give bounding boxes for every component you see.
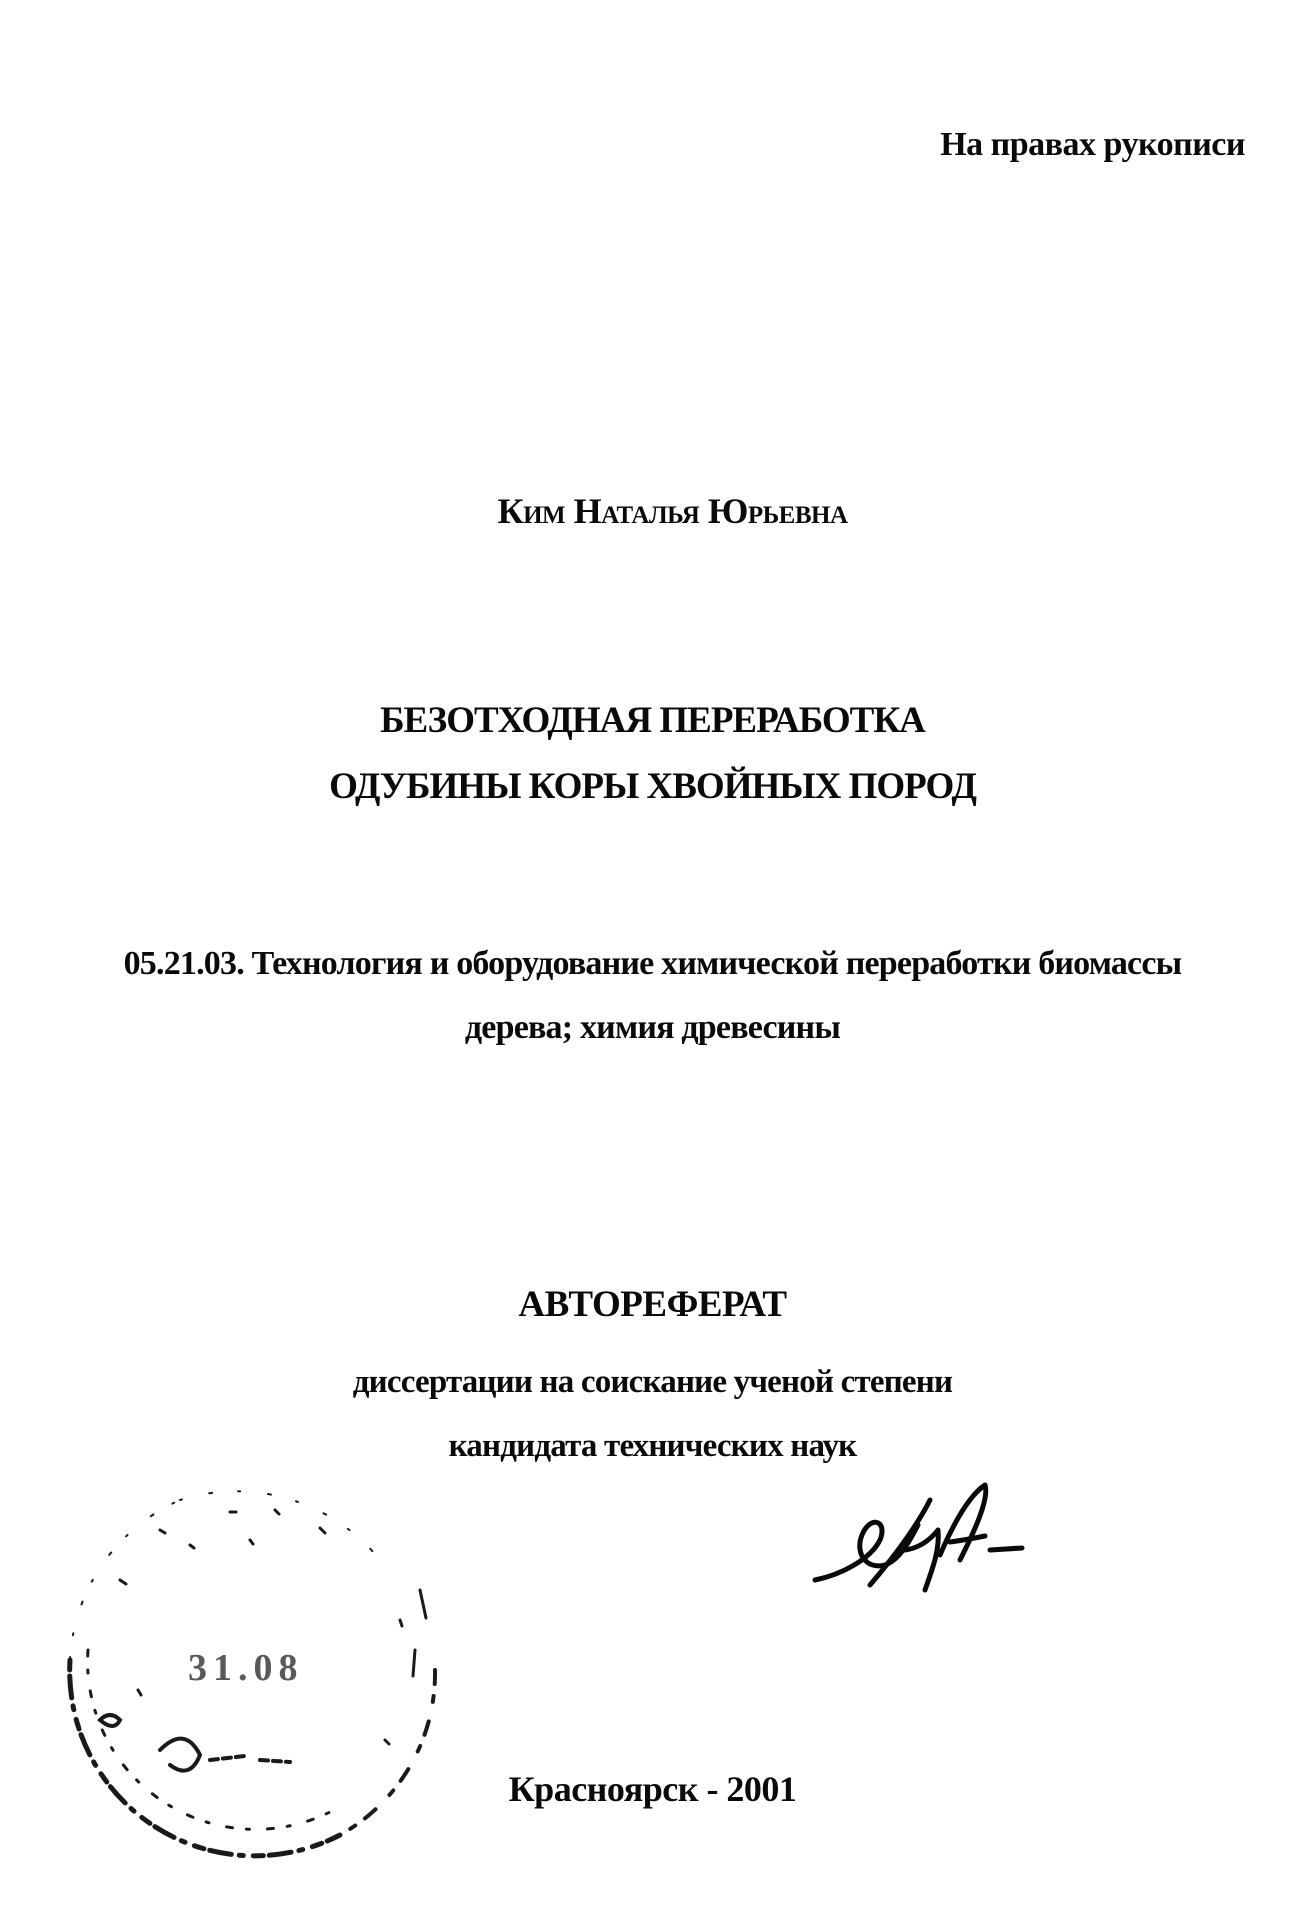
city-year: Красноярск - 2001 — [508, 1769, 797, 1809]
specialty-line-1: 05.21.03. Технология и оборудование химической переработки биомассы — [123, 945, 1182, 982]
author-name: Ким Наталья Юрьевна — [497, 491, 848, 531]
stamp-text: 31.08 — [188, 1647, 304, 1689]
rights-note: На правах рукописи — [940, 126, 1245, 163]
thesis-title-line-2: ОДУБИНЫ КОРЫ ХВОЙНЫХ ПОРОД — [329, 766, 976, 807]
abstract-heading: АВТОРЕФЕРАТ — [518, 1284, 787, 1325]
specialty-line-2: дерева; химия древесины — [464, 1009, 841, 1046]
degree-line-2: кандидата технических наук — [448, 1428, 857, 1464]
thesis-title — [0, 688, 1305, 820]
degree-line-1: диссертации на соискание ученой степени — [352, 1364, 953, 1400]
signature-mark — [810, 1480, 1030, 1610]
thesis-title-line-1: БЕЗОТХОДНАЯ ПЕРЕРАБОТКА — [380, 700, 925, 741]
specialty-code — [0, 932, 1305, 1060]
